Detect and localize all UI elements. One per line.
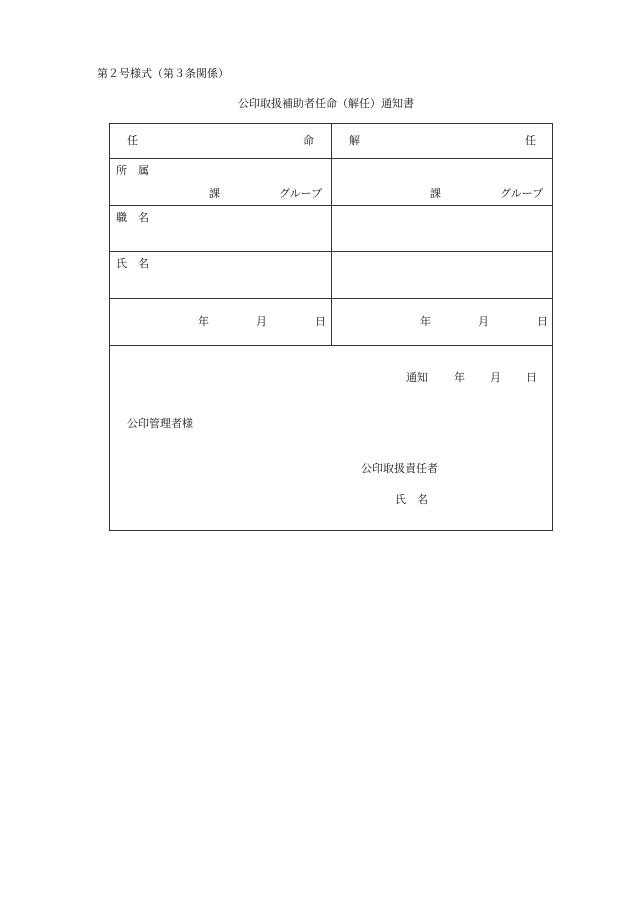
date-year-right: 年: [420, 315, 431, 328]
position-label: 職 名: [116, 211, 149, 224]
notice-day: 日: [526, 371, 537, 384]
column-divider: [331, 124, 332, 345]
officer-title: 公印取扱責任者: [361, 462, 438, 475]
section-label-left: 課: [209, 187, 220, 200]
officer-name-label: 氏 名: [395, 493, 428, 506]
date-year-left: 年: [198, 315, 209, 328]
form-number: 第２号様式（第３条関係）: [97, 67, 229, 80]
date-day-left: 日: [315, 315, 326, 328]
header-appoint-char-2: 命: [303, 134, 314, 147]
appointment-form-table: [109, 123, 553, 531]
group-label-right: グループ: [500, 187, 544, 200]
section-label-right: 課: [430, 187, 441, 200]
header-dismiss-char-1: 解: [349, 134, 360, 147]
date-month-right: 月: [478, 315, 489, 328]
date-month-left: 月: [256, 315, 267, 328]
notice-label: 通知: [406, 371, 428, 384]
notice-year: 年: [454, 371, 465, 384]
header-appoint-char-1: 任: [127, 134, 138, 147]
notice-month: 月: [490, 371, 501, 384]
header-dismiss-char-2: 任: [525, 134, 536, 147]
group-label-left: グループ: [279, 187, 323, 200]
addressee: 公印管理者様: [127, 417, 193, 430]
document-title: 公印取扱補助者任命（解任）通知書: [238, 97, 414, 110]
name-label: 氏 名: [116, 257, 149, 270]
affiliation-label: 所 属: [116, 164, 149, 177]
row-divider: [110, 345, 552, 346]
date-day-right: 日: [537, 315, 548, 328]
